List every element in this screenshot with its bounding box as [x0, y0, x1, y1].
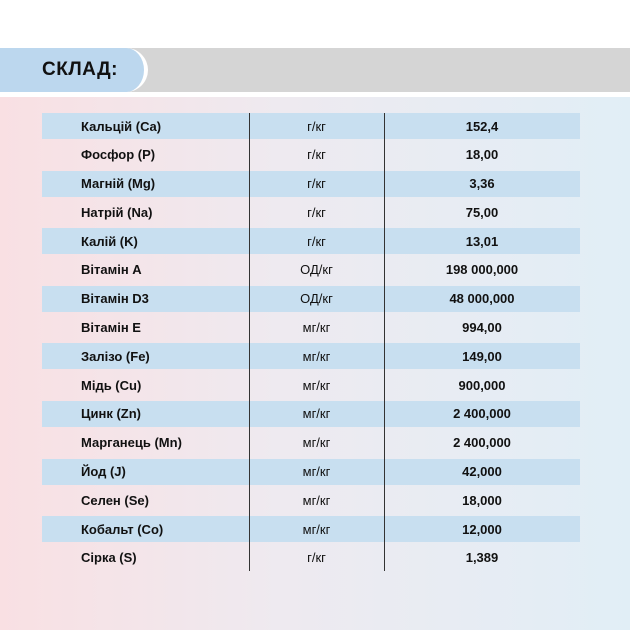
ingredient-unit: мг/кг	[302, 464, 331, 480]
column-divider	[249, 113, 250, 571]
table-row	[42, 545, 580, 571]
composition-table	[42, 113, 580, 574]
ingredient-unit: мг/кг	[302, 320, 331, 336]
table-row	[42, 459, 580, 485]
ingredient-unit: мг/кг	[302, 492, 331, 508]
section-title: СКЛАД:	[42, 59, 118, 80]
ingredient-unit: мг/кг	[302, 406, 331, 422]
ingredient-unit: г/кг	[307, 118, 326, 134]
table-row	[42, 113, 580, 139]
table-row	[42, 516, 580, 542]
ingredient-value: 152,4	[465, 118, 499, 134]
ingredient-unit: г/кг	[307, 176, 326, 192]
ingredient-unit: мг/кг	[302, 377, 331, 393]
ingredient-name: Цинк (Zn)	[81, 406, 141, 422]
ingredient-value: 42,000	[462, 464, 502, 480]
table-row	[42, 171, 580, 197]
ingredient-name: Йод (J)	[81, 464, 126, 480]
ingredient-value: 1,389	[465, 550, 499, 566]
table-row	[42, 142, 580, 168]
ingredient-value: 198 000,000	[445, 262, 519, 278]
ingredient-name: Кальцій (Ca)	[81, 118, 162, 134]
table-row	[42, 228, 580, 254]
ingredient-name: Фосфор (P)	[81, 147, 156, 163]
ingredient-value: 18,00	[465, 147, 499, 163]
ingredient-unit: мг/кг	[302, 348, 331, 364]
table-row	[42, 372, 580, 398]
ingredient-value: 2 400,000	[453, 406, 511, 422]
ingredient-unit: мг/кг	[302, 521, 331, 537]
ingredient-unit: г/кг	[307, 204, 326, 220]
table-row	[42, 401, 580, 427]
ingredient-value: 994,00	[462, 320, 502, 336]
ingredient-unit: ОД/кг	[300, 291, 333, 307]
ingredient-name: Магній (Mg)	[81, 176, 156, 192]
ingredient-name: Вітамін Е	[81, 320, 141, 336]
ingredient-unit: г/кг	[307, 233, 326, 249]
ingredient-value: 75,00	[465, 204, 499, 220]
ingredient-value: 2 400,000	[453, 435, 511, 451]
ingredient-value: 13,01	[465, 233, 499, 249]
table-row	[42, 257, 580, 283]
ingredient-unit: мг/кг	[302, 435, 331, 451]
ingredient-name: Вітамін А	[81, 262, 142, 278]
ingredient-value: 149,00	[462, 348, 502, 364]
table-row	[42, 315, 580, 341]
ingredient-name: Залізо (Fe)	[81, 348, 150, 364]
ingredient-value: 48 000,000	[449, 291, 515, 307]
ingredient-name: Натрій (Na)	[81, 204, 153, 220]
ingredient-unit: г/кг	[307, 147, 326, 163]
ingredient-name: Мідь (Cu)	[81, 377, 142, 393]
ingredient-unit: ОД/кг	[300, 262, 333, 278]
ingredient-name: Селен (Se)	[81, 492, 149, 508]
ingredient-value: 12,000	[462, 521, 502, 537]
ingredient-name: Вітамін D3	[81, 291, 149, 307]
table-row	[42, 343, 580, 369]
ingredient-value: 3,36	[469, 176, 495, 192]
ingredient-value: 18,000	[462, 492, 502, 508]
ingredient-name: Кобальт (Co)	[81, 521, 164, 537]
table-row	[42, 430, 580, 456]
ingredient-name: Сірка (S)	[81, 550, 137, 566]
table-row	[42, 199, 580, 225]
ingredient-name: Калій (K)	[81, 233, 138, 249]
table-row	[42, 286, 580, 312]
column-divider	[384, 113, 385, 571]
ingredient-value: 900,000	[458, 377, 506, 393]
table-row	[42, 487, 580, 513]
ingredient-name: Марганець (Mn)	[81, 435, 182, 451]
ingredient-unit: г/кг	[307, 550, 326, 566]
